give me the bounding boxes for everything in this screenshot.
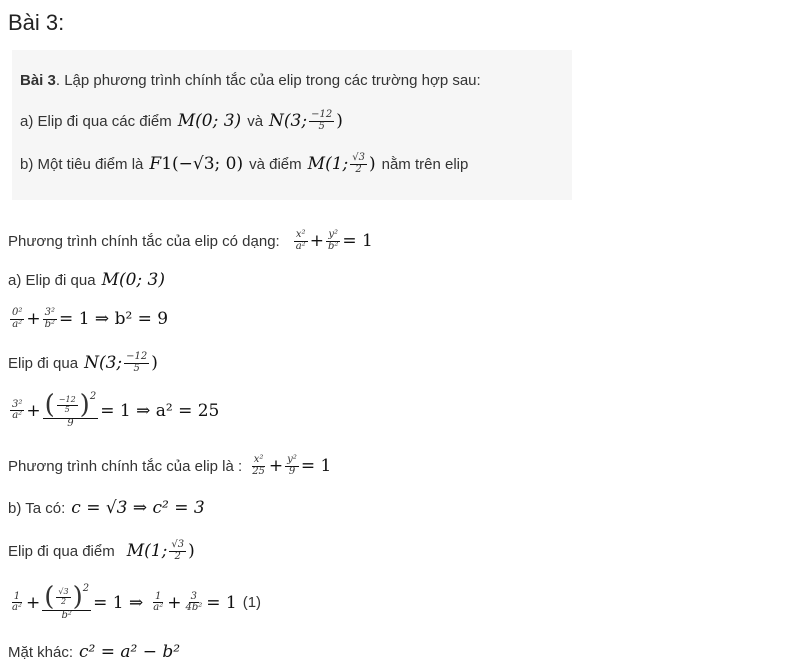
pass-m-text: Elip đi qua điểm	[8, 542, 115, 560]
problem-part-b	[20, 153, 468, 175]
zero-over-a2: $\frac{\text{0²}}{\text{a²}}$	[12, 307, 23, 330]
point-m-prefix: M(1;	[307, 154, 349, 174]
y2-over-9: $\frac{\text{y²}}{9}$	[287, 454, 297, 477]
focus-coords: (−√3; 0)	[172, 154, 244, 174]
c-value: c = √3 ⇒ c² = 3	[71, 498, 205, 518]
part-b-label: b) Ta có:	[8, 499, 66, 517]
solution-line-eq1: $\frac{1}{\text{a²}}$ + ( $\frac{√3}{2}$ ) 2 b² = 1 ⇒ $\frac{1}{\text{a²}}$ + $\frac{3}{\text{4b²}}$ = 1 (1)	[12, 582, 262, 621]
eq1-mid: = 1 ⇒	[93, 592, 144, 613]
part-a-label: a) Elip đi qua	[8, 271, 96, 289]
solution-line-a	[8, 270, 165, 290]
solution-line-form: Phương trình chính tắc của elip có dạng: $\frac{\text{x²}}{\text{a²}}$ + $\frac{\text{y²}}{\text{b²}}$ = 1	[8, 229, 373, 252]
problem-title: Bài 3	[20, 72, 56, 89]
point-m-math: M(0; 3)	[177, 111, 242, 131]
part-a-and: và	[247, 112, 264, 130]
result-text: Phương trình chính tắc của elip là :	[8, 457, 243, 475]
part-b-tail: nằm trên elip	[381, 155, 469, 173]
solution-line-a2: $\frac{\text{3²}}{\text{a²}}$ + ( $\frac{-12}{5}$ ) 2 9 = 1 ⇒ a² = 25	[12, 390, 220, 429]
one-over-a2-b: $\frac{1}{\text{a²}}$	[153, 590, 164, 614]
solution-line-b2: $\frac{\text{0²}}{\text{a²}}$ + $\frac{\text{3²}}{\text{b²}}$ = 1 ⇒ b² = 9	[12, 307, 169, 330]
x2-over-a2: $\frac{\text{x²}}{\text{a²}}$	[295, 229, 306, 252]
pass-m-fraction: $\frac{√3}{2}$	[171, 539, 185, 562]
eq1-tail: = 1	[206, 592, 237, 613]
pass-n-fraction: $\frac{-12}{5}$	[126, 351, 148, 374]
a2-result: = 1 ⇒ a² = 25	[100, 400, 220, 421]
form-text: Phương trình chính tắc của elip có dạng:	[8, 232, 280, 250]
problem-intro-line	[20, 72, 481, 89]
problem-part-a	[20, 110, 343, 132]
point-n-close: )	[336, 111, 343, 131]
y2-over-b2: $\frac{\text{y²}}{\text{b²}}$	[327, 229, 339, 252]
part-b-text: b) Một tiêu điểm là	[20, 155, 144, 173]
point-m-close: )	[368, 154, 376, 174]
point-m-fraction: $\frac{√3}{2}$	[352, 152, 365, 175]
focus-f: F	[149, 154, 162, 174]
three-over-4b2: $\frac{3}{\text{4b²}}$	[185, 590, 203, 614]
solution-line-m	[8, 540, 195, 562]
focus-subscript: 1	[161, 154, 173, 174]
pass-n-text: Elip đi qua	[8, 354, 79, 372]
solution-section	[0, 212, 800, 671]
page-heading: Bài 3:	[8, 10, 65, 35]
solution-line-result: Phương trình chính tắc của elip là : $\frac{\text{x²}}{25}$ + $\frac{\text{y²}}{9}$ = 1	[8, 454, 332, 477]
solution-line-other	[8, 642, 180, 662]
point-n-prefix: N(3;	[269, 111, 308, 131]
x2-over-25: $\frac{\text{x²}}{25}$	[252, 454, 265, 477]
nested-sqrt-fraction: ( $\frac{√3}{2}$ ) 2 b²	[44, 582, 90, 621]
part-a-point: M(0; 3)	[101, 270, 165, 290]
b2-result: = 1 ⇒ b² = 9	[59, 309, 169, 329]
eq1-label: (1)	[242, 594, 262, 612]
three-over-a2: $\frac{\text{3²}}{\text{a²}}$	[12, 398, 23, 422]
pass-n-close: )	[151, 353, 158, 373]
three-over-b2: $\frac{\text{3²}}{\text{b²}}$	[44, 307, 56, 330]
part-a-text: a) Elip đi qua các điểm	[20, 112, 172, 130]
problem-statement-box	[12, 50, 572, 200]
part-b-and: và điểm	[249, 155, 302, 173]
pass-m-close: )	[188, 541, 195, 561]
pass-m-prefix: M(1;	[126, 541, 168, 561]
solution-line-n	[8, 352, 158, 374]
solution-line-c	[8, 498, 205, 518]
one-over-a2: $\frac{1}{\text{a²}}$	[12, 590, 22, 614]
problem-intro: . Lập phương trình chính tắc của elip trong các trường hợp sau:	[55, 72, 481, 89]
nested-fraction: ( $\frac{-12}{5}$ ) 2 9	[44, 390, 97, 429]
point-n-fraction: $\frac{-12}{5}$	[311, 109, 333, 132]
other-text: Mặt khác:	[8, 643, 74, 661]
pass-n-prefix: N(3;	[84, 353, 123, 373]
other-math: c² = a² − b²	[79, 642, 181, 662]
